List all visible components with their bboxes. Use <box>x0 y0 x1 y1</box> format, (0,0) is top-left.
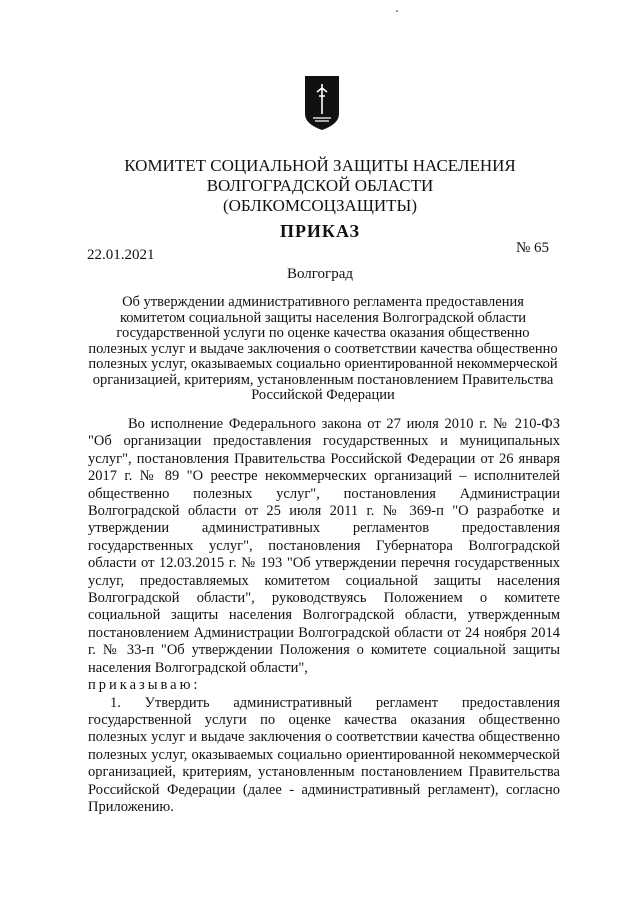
order-word: приказываю: <box>88 677 201 694</box>
document-subject: Об утверждении административного регламента предоставления комитетом социальной защиты населения Волгоградской области государственной услуги по оценке качества оказания общественно полезных услуг и выдаче заключения о соответствии качества общественно полезных услуг, оказываемых социально ориентированной некоммерческой организацией, критериям, установленным постановлением Правительства Российской Федерации <box>88 294 558 403</box>
document-date: 22.01.2021 <box>87 247 155 263</box>
document-city: Волгоград <box>286 266 353 282</box>
organization-name <box>0 156 640 216</box>
document-number: № 65 <box>516 240 550 256</box>
document-type: ПРИКАЗ <box>279 221 361 241</box>
org-line-1: КОМИТЕТ СОЦИАЛЬНОЙ ЗАЩИТЫ НАСЕЛЕНИЯ <box>124 156 516 175</box>
document-body <box>88 416 560 816</box>
org-line-3: (ОБЛКОМСОЦЗАЩИТЫ) <box>222 196 418 215</box>
volgograd-coat-of-arms-icon <box>303 74 341 132</box>
org-line-2: ВОЛГОГРАДСКОЙ ОБЛАСТИ <box>206 176 434 195</box>
preamble-text: Во исполнение Федерального закона от 27 июля 2010 г. № 210-ФЗ "Об организации предоставления государственных и муниципальных услуг", постановления Правительства Российской Федерации от 26 января 2017 г. № 89 "О реестре некоммерческих организаций – исполнителей общественно полезных услуг", постановления Администрации Волгоградской области от 25 июля 2011 г. № 369-п "О разработке и утверждении административных регламентов предоставления государственных услуг", постановления Губернатора Волгоградской области от 12.03.2015 г. № 193 "Об утверждении перечня государственных услуг, предоставляемых комитетом социальной защиты населения Волгоградской области", руководствуясь Положением о комитете социальной защиты населения Волгоградской области, утвержденным постановлением Администрации Волгоградской области от 24 ноября 2014 г. № 33-п "Об утверждении Положения о комитете социальной защиты населения Волгоградской области", <box>88 416 560 676</box>
preamble-paragraph <box>88 416 560 695</box>
order-item-1: 1. Утвердить административный регламент предоставления государственной услуги по оценке качества оказания общественно полезных услуг и выдаче заключения о соответствии качества общественно полезных услуг, оказываемых социально ориентированной некоммерческой организацией, критериям, установленным постановлением Правительства Российской Федерации (далее - административный регламент), согласно Приложению. <box>88 694 560 815</box>
scan-speck <box>396 10 398 12</box>
